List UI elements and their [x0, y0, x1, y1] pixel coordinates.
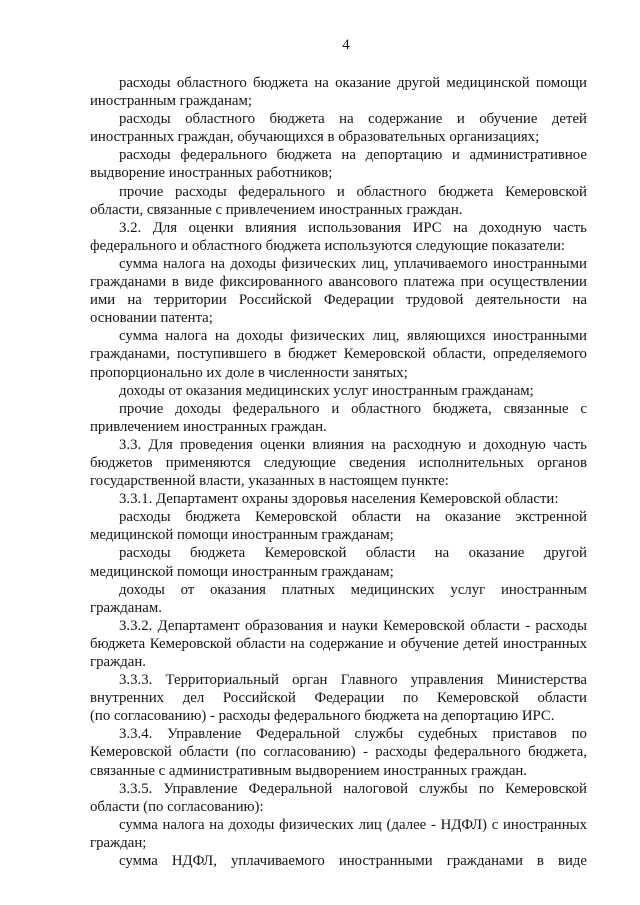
word: иностранных — [503, 816, 587, 833]
word: бюджета, — [528, 744, 587, 761]
word: на — [434, 545, 450, 562]
word: лиц, — [372, 328, 400, 345]
word: осуществлении — [489, 274, 587, 291]
word: расходы — [535, 617, 587, 634]
text-line — [90, 255, 587, 273]
word: службы — [354, 726, 404, 743]
word: часть — [553, 436, 587, 453]
word: по — [571, 726, 587, 743]
word: расходы — [119, 111, 171, 128]
word: внутренних — [90, 690, 165, 707]
paragraph — [90, 816, 587, 852]
paragraph — [90, 255, 587, 327]
word: приставов — [492, 726, 557, 743]
word: Федерации — [314, 690, 385, 707]
text-line — [90, 400, 587, 418]
word: - — [430, 816, 436, 833]
word: гражданами — [90, 274, 167, 291]
word: Департамент — [157, 617, 240, 634]
word: оказание — [468, 545, 525, 562]
text-line — [90, 273, 587, 291]
word: расходы — [119, 75, 171, 91]
word: 3.3.5. — [119, 780, 153, 797]
word: в — [171, 274, 179, 291]
word: НДФЛ) — [440, 816, 487, 833]
word: административное — [469, 147, 587, 164]
word: Управление — [163, 780, 238, 797]
text-line — [90, 852, 587, 870]
word: на — [371, 436, 386, 453]
word: содержание — [309, 635, 384, 652]
word: с — [491, 816, 499, 833]
word: деятельности — [475, 292, 561, 309]
document-body — [90, 74, 587, 870]
word: часть — [553, 219, 587, 236]
word: физических — [279, 816, 354, 833]
word: иностранными — [338, 853, 433, 870]
word: прочие — [119, 400, 164, 417]
paragraph — [90, 490, 587, 508]
word: бюджетов — [90, 454, 153, 471]
paragraph — [90, 671, 587, 725]
page-number: 4 — [342, 37, 350, 53]
word: бюджета — [438, 183, 494, 200]
word: органов — [537, 454, 587, 471]
word: бюджет — [288, 346, 337, 363]
word: бюджета — [269, 111, 325, 128]
word: Кемеровской — [505, 780, 587, 797]
word: Кемеровской — [343, 346, 426, 363]
word: области — [537, 690, 587, 707]
paragraph — [90, 400, 587, 436]
word: на — [415, 509, 431, 526]
word: на — [214, 328, 230, 345]
word: согласованию) — [263, 744, 356, 761]
word: экстренной — [515, 509, 587, 526]
word: управления — [410, 672, 484, 689]
word: расходы — [119, 147, 171, 164]
text-line — [90, 816, 587, 834]
paragraph — [90, 725, 587, 779]
paragraph — [90, 382, 587, 400]
word: на — [341, 147, 356, 164]
word: Федеральной — [248, 780, 333, 797]
paragraph — [90, 327, 587, 381]
text-line: (по согласованию) - расходы федерального бюджета на депортацию ИРС. — [90, 708, 555, 725]
text-line — [90, 74, 587, 92]
text-line — [90, 780, 587, 798]
paragraph — [90, 617, 587, 671]
word: (далее — [386, 816, 427, 833]
word: областного — [176, 75, 247, 91]
word: расходную — [392, 436, 462, 453]
word: поступившего — [177, 346, 267, 363]
word: на — [572, 292, 587, 309]
word: медицинских — [350, 581, 435, 598]
word: следующие — [263, 454, 336, 471]
word: исполнительных — [418, 454, 525, 471]
word: Российской — [222, 690, 296, 707]
word: оказания — [209, 581, 266, 598]
word: физических — [281, 255, 357, 272]
paragraph — [90, 780, 587, 816]
word: на — [127, 292, 142, 309]
word: Российской — [238, 292, 312, 309]
word: Кемеровской — [505, 183, 587, 200]
text-line: медицинской помощи иностранным гражданам; — [90, 563, 394, 580]
word: налога — [165, 328, 208, 345]
text-line: гражданам. — [90, 599, 162, 616]
paragraph — [90, 183, 587, 219]
word: доходы — [228, 816, 275, 833]
word: на — [453, 219, 468, 236]
word: расходы — [119, 509, 171, 526]
text-line: иностранных граждан, обучающихся в образовательных организациях; — [90, 129, 540, 146]
word: областного — [351, 400, 422, 417]
word: 3.3.4. — [119, 726, 153, 743]
word: фиксированного — [219, 274, 323, 291]
word: детей — [551, 111, 587, 128]
word: услуг — [450, 581, 486, 598]
word: - — [363, 744, 368, 761]
word: детей — [463, 635, 499, 652]
word: области — [470, 617, 520, 634]
text-line: привлечением иностранных граждан. — [90, 418, 327, 435]
word: сведения — [349, 454, 406, 471]
word: образования — [244, 617, 324, 634]
text-line — [90, 436, 587, 454]
word: Управление — [167, 726, 242, 743]
word: и — [451, 147, 460, 164]
word: доходы — [230, 255, 277, 272]
word: уплачиваемого — [230, 853, 325, 870]
word: трудовой — [405, 292, 464, 309]
word: бюджета, — [432, 400, 492, 417]
text-line: граждан; — [90, 834, 147, 851]
text-line: государственной власти, указанных в настоящем пункте: — [90, 473, 449, 490]
paragraph — [90, 544, 587, 580]
word: (по — [235, 744, 257, 761]
word: Федеральной — [256, 726, 340, 743]
word: и — [331, 400, 340, 417]
text-line: медицинской помощи иностранным гражданам; — [90, 527, 394, 544]
word: Территориальный — [165, 672, 279, 689]
word: территории — [154, 292, 227, 309]
word: гражданами, — [90, 346, 170, 363]
word: доходы — [236, 328, 283, 345]
paragraph — [90, 74, 587, 110]
word: проведения — [180, 436, 253, 453]
text-line — [90, 508, 587, 526]
word: области — [365, 545, 416, 562]
word: налоговой — [343, 780, 408, 797]
word: гражданами — [446, 853, 523, 870]
word: применяются — [165, 454, 251, 471]
word: Министерства — [496, 672, 587, 689]
word: Федерации — [323, 292, 394, 309]
word: Главного — [340, 672, 398, 689]
word: расходы — [175, 183, 227, 200]
word: на — [339, 111, 354, 128]
word: службы — [419, 780, 468, 797]
word: лиц, — [361, 255, 389, 272]
text-line — [90, 743, 587, 761]
word: бюджета — [185, 509, 241, 526]
word: науки — [341, 617, 378, 634]
word: по — [478, 780, 495, 797]
text-line — [90, 291, 587, 309]
word: Кемеровской — [383, 617, 465, 634]
word: на — [210, 255, 226, 272]
word: налога — [162, 816, 205, 833]
word: другой — [397, 75, 441, 91]
word: сумма — [119, 255, 158, 272]
text-line — [90, 327, 587, 345]
word: областного — [185, 111, 256, 128]
word: федерального — [180, 147, 267, 164]
word: судебных — [417, 726, 478, 743]
word: определяемого — [493, 346, 587, 363]
word: 3.3. — [119, 436, 142, 453]
word: на — [290, 635, 305, 652]
word: влияния — [245, 219, 297, 236]
word: доходы — [119, 581, 165, 598]
word: оказание — [445, 509, 501, 526]
word: 3.3.3. — [119, 672, 153, 689]
word: обучение — [400, 635, 459, 652]
word: и — [456, 111, 465, 128]
word: орган — [292, 672, 328, 689]
word: в — [536, 853, 544, 870]
text-line — [90, 689, 587, 707]
word: Кемеровской — [437, 690, 519, 707]
text-line: граждан. — [90, 654, 146, 670]
word: по — [403, 690, 419, 707]
word: лиц — [358, 816, 382, 833]
word: физических — [290, 328, 366, 345]
paragraph — [90, 219, 587, 255]
paragraph — [90, 146, 587, 182]
word: содержание — [368, 111, 443, 128]
text-line: области (по согласованию): — [90, 798, 264, 815]
word: с — [580, 400, 587, 417]
paragraph — [90, 436, 587, 490]
word: оценки — [260, 436, 306, 453]
word: области — [179, 744, 229, 761]
text-line: федерального и областного бюджета используются следующие показатели: — [90, 237, 566, 254]
word: НДФЛ, — [171, 853, 217, 870]
word: виде — [557, 853, 587, 870]
word: иностранными — [493, 328, 587, 345]
word: расходы — [119, 545, 171, 562]
word: Для — [152, 219, 178, 236]
text-line: выдворение иностранных работников; — [90, 165, 333, 182]
word: другой — [543, 545, 587, 562]
word: сумма — [119, 816, 158, 833]
paragraph — [90, 581, 587, 617]
word: бюджета — [276, 147, 332, 164]
text-line — [90, 183, 587, 201]
word: области — [236, 635, 286, 652]
word: использования — [308, 219, 402, 236]
word: - — [525, 617, 531, 634]
word: обучение — [479, 111, 538, 128]
word: области, — [432, 346, 486, 363]
word: от — [180, 581, 195, 598]
word: являющихся — [407, 328, 486, 345]
text-line: 3.3.1. Департамент охраны здоровья населения Кемеровской области: — [119, 491, 559, 508]
word: влияния — [312, 436, 364, 453]
word: прочие — [119, 183, 164, 200]
text-line: доходы от оказания медицинских услуг иностранным гражданам; — [119, 382, 534, 399]
paragraph — [90, 110, 587, 146]
word: бюджета — [90, 635, 146, 652]
text-line — [90, 725, 587, 743]
word: Для — [148, 436, 173, 453]
word: Кемеровской — [255, 509, 337, 526]
word: оказание — [335, 75, 391, 91]
word: в — [273, 346, 281, 363]
paragraph — [90, 852, 587, 870]
word: расходы — [375, 744, 427, 761]
word: ими — [90, 292, 116, 309]
word: областного — [356, 183, 427, 200]
word: при — [460, 274, 484, 291]
text-line — [90, 345, 587, 363]
word: уплачиваемого — [393, 255, 488, 272]
word: и — [388, 635, 397, 652]
text-line: пропорционально их доле в численности занятых; — [90, 364, 408, 381]
word: 3.2. — [119, 219, 142, 236]
text-line: основании патента; — [90, 310, 213, 327]
word: и — [336, 183, 345, 200]
word: федерального — [238, 183, 326, 200]
text-line — [90, 146, 587, 164]
word: иностранными — [493, 255, 587, 272]
word: виде — [184, 274, 214, 291]
word: Кемеровской — [149, 635, 232, 652]
word: сумма — [119, 328, 158, 345]
text-line — [90, 219, 587, 237]
word: оценки — [188, 219, 234, 236]
text-line — [90, 617, 587, 635]
word: 3.3.2. — [119, 617, 153, 634]
word: иностранных — [503, 635, 587, 652]
text-line — [90, 581, 587, 599]
word: бюджета — [190, 545, 246, 562]
word: и — [328, 617, 337, 634]
word: Кемеровской — [90, 744, 172, 761]
word: на — [314, 75, 329, 91]
word: дел — [182, 690, 205, 707]
text-line — [90, 454, 587, 472]
text-line — [90, 671, 587, 689]
paragraph — [90, 508, 587, 544]
word: доходную — [483, 436, 546, 453]
word: и — [468, 436, 477, 453]
text-line — [90, 635, 587, 653]
word: доходы — [175, 400, 221, 417]
word: платных — [281, 581, 335, 598]
text-line — [90, 110, 587, 128]
text-line: области, связанные с привлечением иностранных граждан. — [90, 201, 463, 218]
word: авансового — [328, 274, 398, 291]
word: федерального — [434, 744, 521, 761]
text-line: связанные с административным выдворением иностранных граждан. — [90, 762, 528, 779]
word: бюджета — [253, 75, 309, 91]
word: доходную — [479, 219, 542, 236]
word: связанные — [503, 400, 569, 417]
word: помощи — [535, 75, 587, 91]
text-line — [90, 544, 587, 562]
word: депортацию — [365, 147, 443, 164]
word: сумма — [119, 853, 158, 870]
word: федерального — [232, 400, 320, 417]
word: области — [351, 509, 402, 526]
word: платежа — [403, 274, 455, 291]
word: на — [209, 816, 224, 833]
word: налога — [163, 255, 206, 272]
word: Кемеровской — [264, 545, 347, 562]
word: иностранным — [500, 581, 587, 598]
text-line: иностранным гражданам; — [90, 93, 252, 110]
word: ИРС — [412, 219, 442, 236]
word: медицинской — [446, 75, 530, 91]
